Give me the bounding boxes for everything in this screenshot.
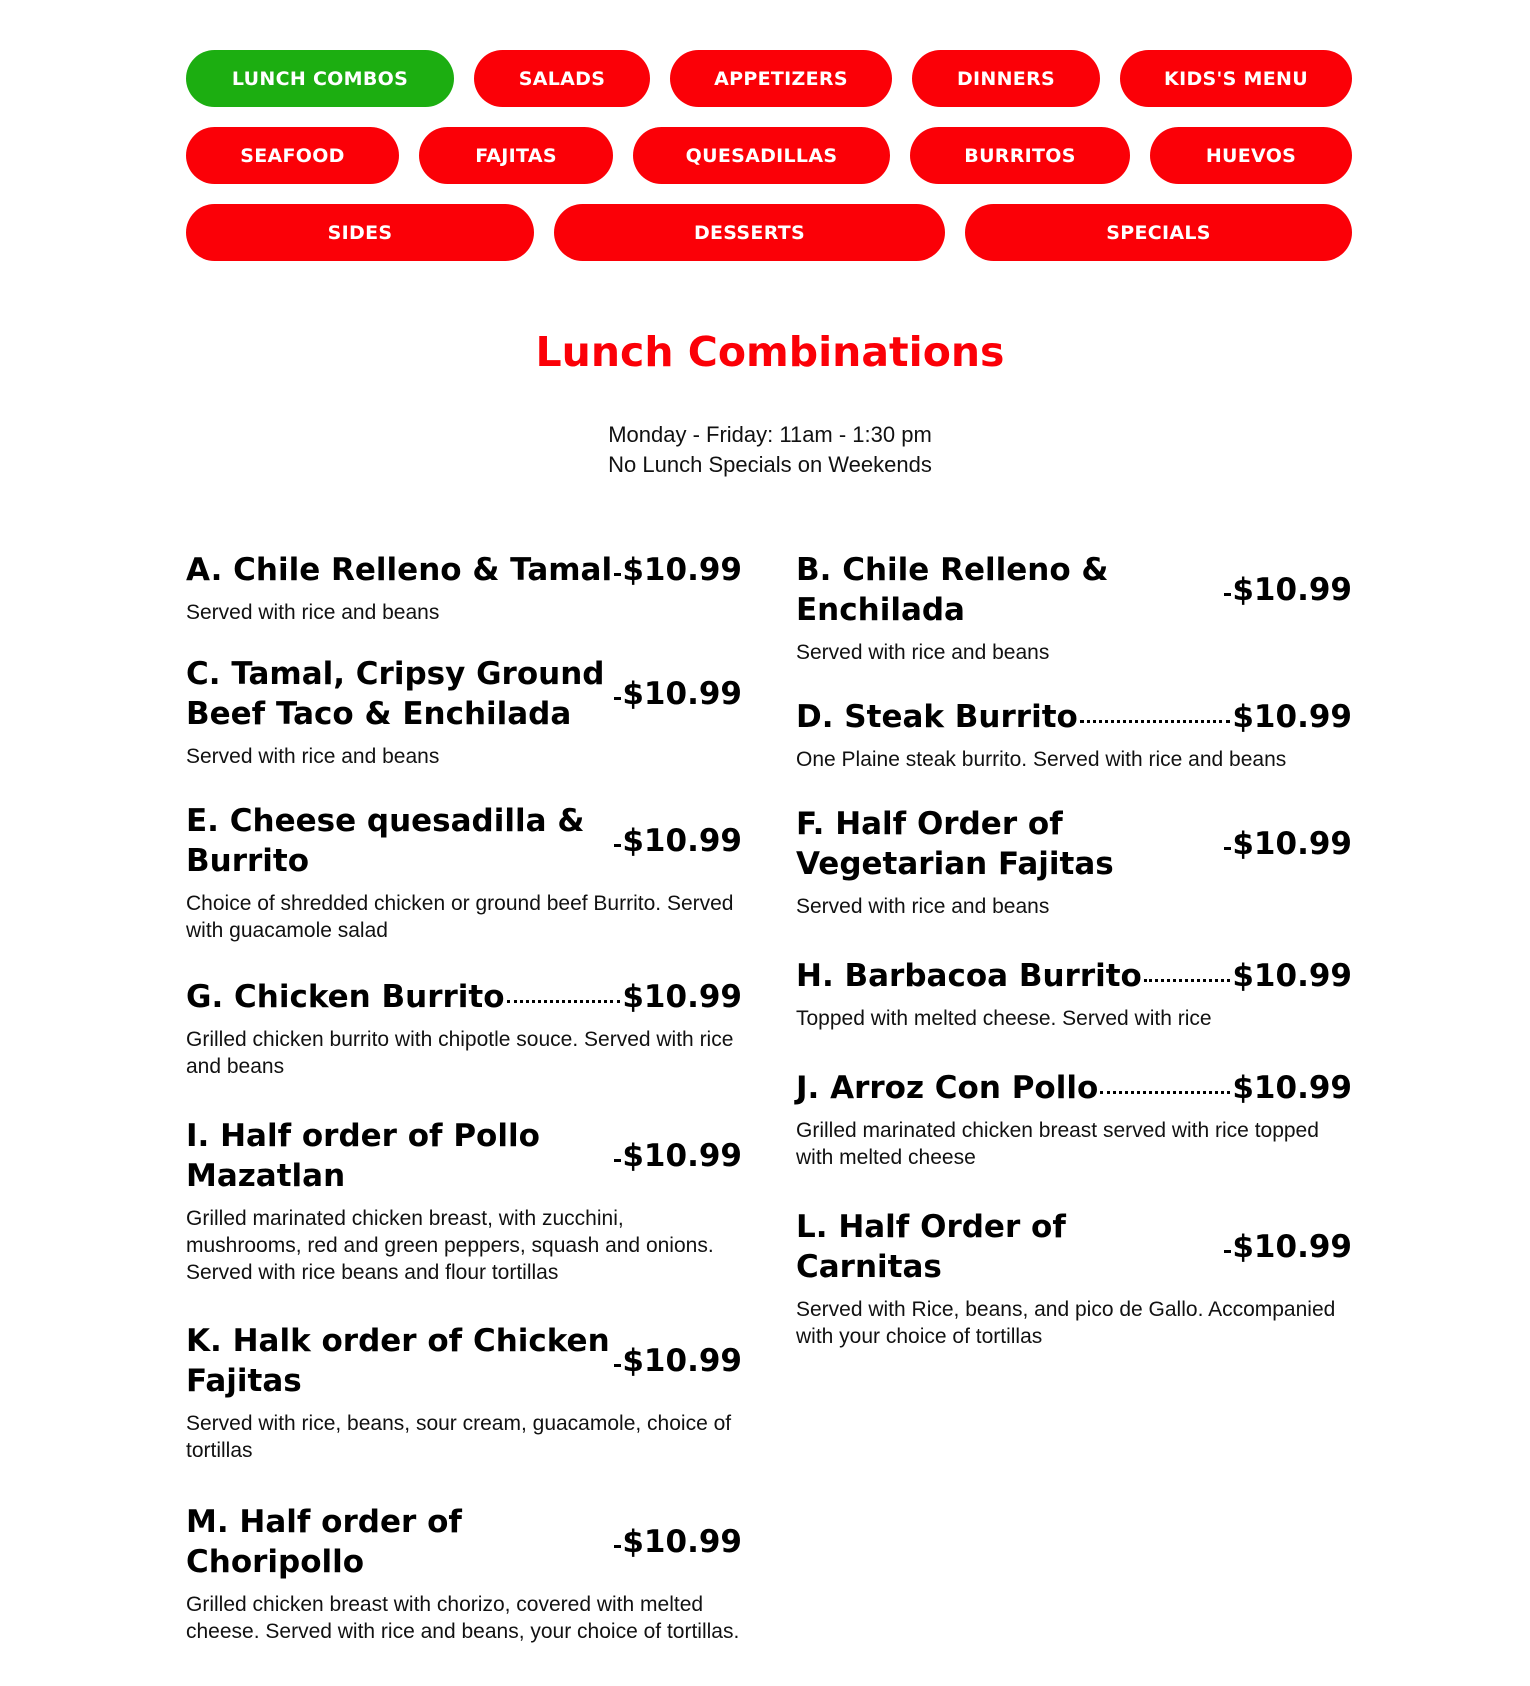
item-price: $10.99	[622, 676, 742, 712]
menu-column-right	[796, 550, 1352, 1350]
dotted-leader	[614, 1159, 620, 1162]
item-description: Topped with melted cheese. Served with rice	[796, 1007, 1212, 1030]
menu-item	[186, 977, 742, 1080]
menu-item	[796, 1068, 1352, 1171]
item-description: Served with rice and beans	[186, 601, 440, 624]
tab-burritos[interactable]: BURRITOS	[910, 127, 1130, 184]
tab-desserts[interactable]: DESSERTS	[554, 204, 945, 261]
menu-item	[796, 956, 1352, 1032]
item-description: Served with rice and beans	[796, 895, 1050, 918]
menu-item	[186, 801, 742, 944]
item-price: $10.99	[1232, 572, 1352, 608]
item-description: Served with Rice, beans, and pico de Gallo. Accompanied with your choice of tortillas	[796, 1298, 1336, 1348]
item-price: $10.99	[622, 1343, 742, 1379]
item-name: C. Tamal, Cripsy Ground Beef Taco & Enchilada	[186, 656, 605, 732]
tab-salads[interactable]: SALADS	[474, 50, 650, 107]
item-price: $10.99	[622, 979, 742, 1015]
dotted-leader	[1080, 720, 1231, 723]
dotted-leader	[614, 1545, 620, 1548]
item-name: H. Barbacoa Burrito	[796, 958, 1142, 994]
hours-text: Monday - Friday: 11am - 1:30 pm	[608, 422, 932, 447]
tab-seafood[interactable]: SEAFOOD	[186, 127, 399, 184]
dotted-leader	[614, 697, 620, 700]
item-description: Served with rice and beans	[796, 641, 1050, 664]
dotted-leader	[1100, 1091, 1230, 1094]
item-description: Grilled marinated chicken breast, with zucchini, mushrooms, red and green peppers, squash and onions. Served with rice beans and flour tortillas	[186, 1207, 714, 1284]
item-name: M. Half order of Choripollo	[186, 1504, 462, 1580]
item-name: J. Arroz Con Pollo	[796, 1070, 1099, 1106]
item-name: A. Chile Relleno & Tamal	[186, 552, 613, 588]
item-name: G. Chicken Burrito	[186, 979, 505, 1015]
menu-item	[796, 804, 1352, 920]
dotted-leader	[507, 1000, 621, 1003]
tab-sides[interactable]: SIDES	[186, 204, 534, 261]
menu-item	[186, 654, 742, 770]
item-name: F. Half Order of Vegetarian Fajitas	[796, 806, 1114, 882]
tab-dinners[interactable]: DINNERS	[912, 50, 1100, 107]
item-price: $10.99	[622, 552, 742, 588]
tab-specials[interactable]: SPECIALS	[965, 204, 1352, 261]
menu-item	[796, 1207, 1352, 1350]
item-name: K. Halk order of Chicken Fajitas	[186, 1323, 610, 1399]
menu-item	[186, 550, 742, 626]
lunch-hours	[0, 420, 1530, 480]
tab-huevos[interactable]: HUEVOS	[1150, 127, 1352, 184]
menu-column-left	[186, 550, 742, 1645]
item-price: $10.99	[1232, 1070, 1352, 1106]
item-description: Grilled chicken burrito with chipotle souce. Served with rice and beans	[186, 1028, 734, 1078]
item-name: I. Half order of Pollo Mazatlan	[186, 1118, 540, 1194]
item-price: $10.99	[1232, 1229, 1352, 1265]
menu-item	[186, 1321, 742, 1464]
dotted-leader	[614, 1364, 620, 1367]
item-price: $10.99	[1232, 699, 1352, 735]
nav-row	[186, 127, 1352, 184]
item-name: L. Half Order of Carnitas	[796, 1209, 1066, 1285]
dotted-leader	[1224, 593, 1230, 596]
item-price: $10.99	[622, 1524, 742, 1560]
menu-item	[796, 697, 1352, 773]
dotted-leader	[614, 844, 620, 847]
item-price: $10.99	[1232, 826, 1352, 862]
dotted-leader	[1224, 1250, 1230, 1253]
item-name: B. Chile Relleno & Enchilada	[796, 552, 1109, 628]
item-description: Choice of shredded chicken or ground beef Burrito. Served with guacamole salad	[186, 892, 734, 942]
category-nav	[186, 50, 1352, 281]
tab-quesadillas[interactable]: QUESADILLAS	[633, 127, 890, 184]
item-description: Served with rice and beans	[186, 745, 440, 768]
item-description: Served with rice, beans, sour cream, guacamole, choice of tortillas	[186, 1412, 732, 1462]
item-name: E. Cheese quesadilla & Burrito	[186, 803, 585, 879]
dotted-leader	[1224, 847, 1230, 850]
dotted-leader	[614, 573, 620, 576]
dotted-leader	[1144, 979, 1231, 982]
menu-item	[186, 1502, 742, 1645]
item-price: $10.99	[622, 1138, 742, 1174]
page-title: Lunch Combinations	[535, 328, 1005, 376]
nav-row	[186, 50, 1352, 107]
menu-item	[186, 1116, 742, 1286]
item-description: One Plaine steak burrito. Served with rice and beans	[796, 748, 1287, 771]
item-description: Grilled chicken breast with chorizo, covered with melted cheese. Served with rice and beans, your choice of tortillas.	[186, 1593, 740, 1643]
item-description: Grilled marinated chicken breast served with rice topped with melted cheese	[796, 1119, 1319, 1169]
tab-kids-menu[interactable]: KIDS'S MENU	[1120, 50, 1352, 107]
weekend-note: No Lunch Specials on Weekends	[608, 452, 932, 477]
nav-row	[186, 204, 1352, 261]
tab-appetizers[interactable]: APPETIZERS	[670, 50, 892, 107]
menu-item	[796, 550, 1352, 666]
item-name: D. Steak Burrito	[796, 699, 1078, 735]
tab-lunch-combos[interactable]: LUNCH COMBOS	[186, 50, 454, 107]
item-price: $10.99	[622, 823, 742, 859]
tab-fajitas[interactable]: FAJITAS	[419, 127, 613, 184]
item-price: $10.99	[1232, 958, 1352, 994]
